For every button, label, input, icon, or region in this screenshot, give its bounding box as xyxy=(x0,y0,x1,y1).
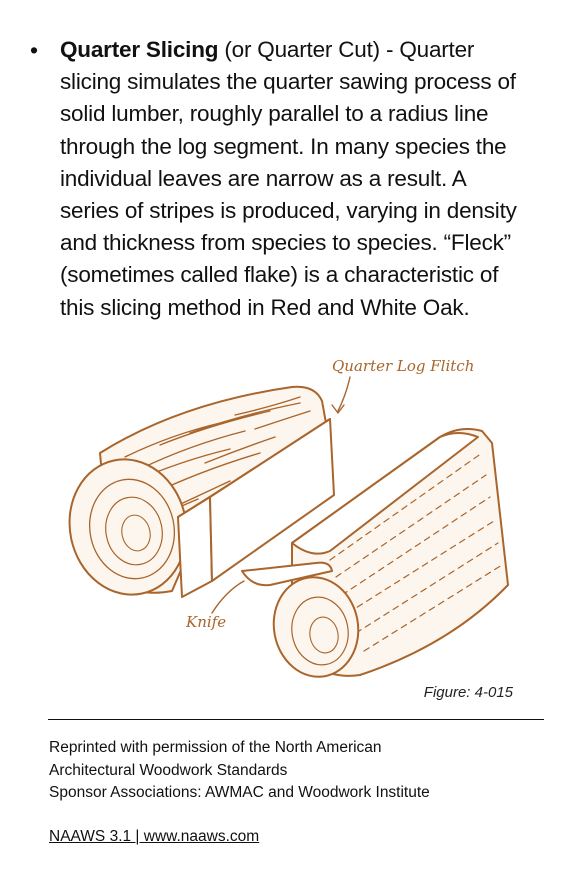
figure-caption: Figure: 4-015 xyxy=(423,684,513,701)
flitch-pointer-arrow xyxy=(332,405,344,413)
bullet-symbol: • xyxy=(30,37,39,63)
knife-pointer-line xyxy=(212,581,244,613)
bullet-item xyxy=(30,34,550,324)
credit-block xyxy=(49,737,430,805)
credit-line: Architectural Woodwork Standards xyxy=(49,761,288,779)
figure-illustration xyxy=(30,345,550,680)
divider xyxy=(48,719,544,720)
bullet-description: (or Quarter Cut) - Quarter slicing simulates the quarter sawing process of solid lumber, roughly parallel to a radius line through the log segment. In many species the individual leaves are narrow as a result. A series of stripes is produced, varying in density and thickness from species to species. “Fleck” (sometimes called flake) is a characteristic of this slicing method in Red and White Oak. xyxy=(60,37,517,320)
knife-label: Knife xyxy=(186,613,227,631)
credit-line: Reprinted with permission of the North American xyxy=(49,739,382,756)
bullet-paragraph xyxy=(60,34,520,324)
quarter-slicing-illustration xyxy=(30,345,550,680)
footer-link[interactable]: NAAWS 3.1 | www.naaws.com xyxy=(49,828,260,845)
credit-line: Sponsor Associations: AWMAC and Woodwork Institute xyxy=(49,784,430,801)
bullet-term: Quarter Slicing xyxy=(60,37,219,62)
flitch-label: Quarter Log Flitch xyxy=(332,357,475,375)
